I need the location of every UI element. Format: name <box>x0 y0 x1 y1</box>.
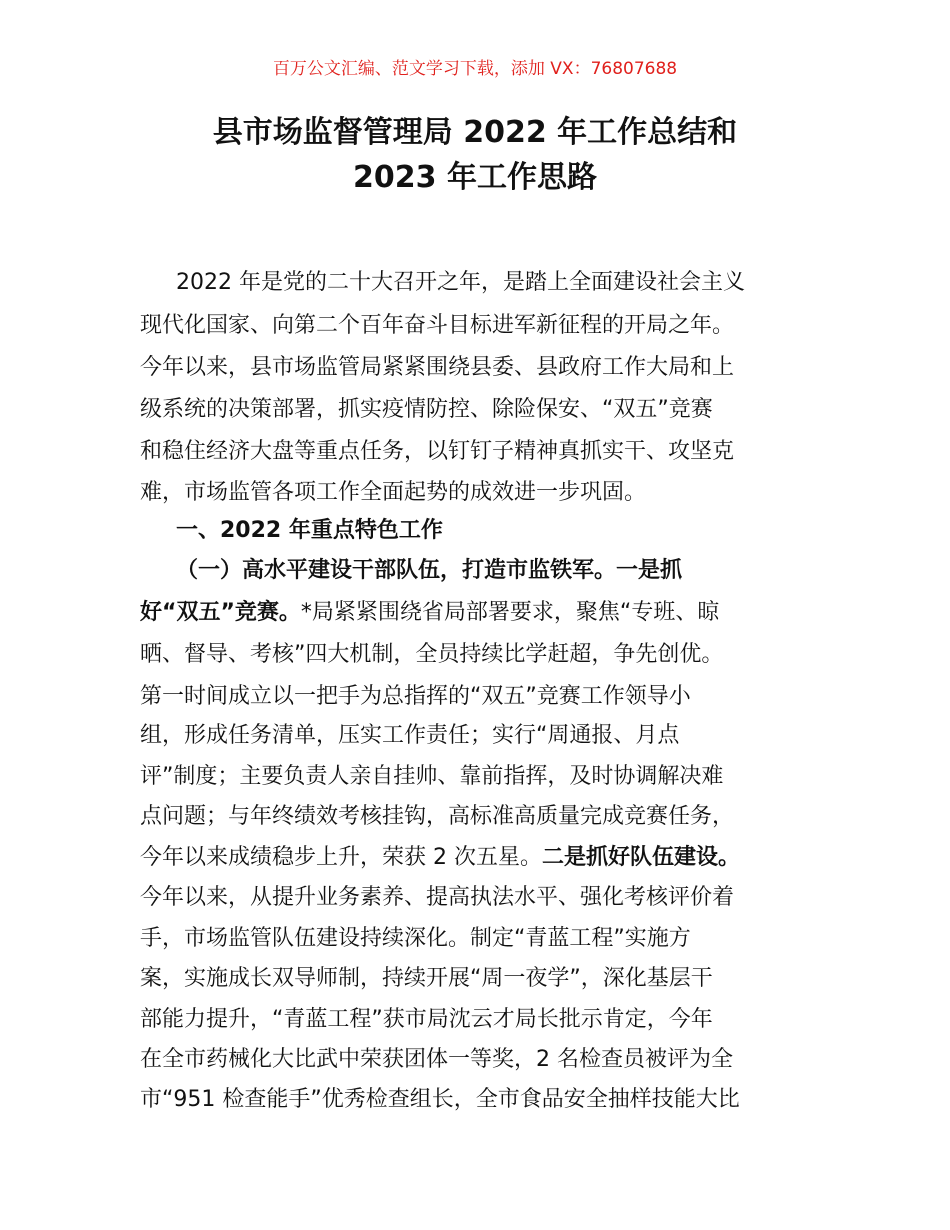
paragraph-1-line-1: 2022 年是党的二十大召开之年，是踏上全面建设社会主义 <box>176 270 745 295</box>
body-line-7-text: 今年以来成绩稳步上升，荣获 2 次五星。 <box>140 845 542 870</box>
body-line-12: 在全市药械化大比武中荣获团体一等奖，2 名检查员被评为全 <box>140 1047 733 1072</box>
body-line-13: 市“951 检查能手”优秀检查组长，全市食品安全抽样技能大比 <box>140 1087 740 1112</box>
body-line-3: 第一时间成立以一把手为总指挥的“双五”竞赛工作领导小 <box>140 684 691 709</box>
document-title-line-1: 县市场监督管理局 2022 年工作总结和 <box>212 115 738 150</box>
header-banner: 百万公文汇编、范文学习下载，添加 VX：76807688 <box>272 59 678 79</box>
document-title-line-2: 2023 年工作思路 <box>353 160 597 195</box>
inline-heading-duiwu: 二是抓好队伍建设。 <box>542 845 741 870</box>
body-line-4: 组，形成任务清单，压实工作责任；实行“周通报、月点 <box>140 723 680 748</box>
inline-heading-shuangwu: 好“双五”竞赛。 <box>140 600 301 625</box>
body-line-1 <box>140 598 719 628</box>
body-line-1-text: *局紧紧围绕省局部署要求，聚焦“专班、晾 <box>300 600 720 625</box>
body-line-2: 晒、督导、考核”四大机制，全员持续比学赶超，争先创优。 <box>140 642 724 667</box>
subsection-1-heading: （一）高水平建设干部队伍，打造市监铁军。一是抓 <box>176 558 683 583</box>
body-line-9: 手，市场监管队伍建设持续深化。制定“青蓝工程”实施方 <box>140 926 691 951</box>
paragraph-1-line-3: 今年以来，县市场监管局紧紧围绕县委、县政府工作大局和上 <box>140 355 735 380</box>
body-line-7 <box>140 843 740 873</box>
paragraph-1-line-5: 和稳住经济大盘等重点任务，以钉钉子精神真抓实干、攻坚克 <box>140 439 735 464</box>
body-line-8: 今年以来，从提升业务素养、提高执法水平、强化考核评价着 <box>140 885 735 910</box>
body-line-6: 点问题；与年终绩效考核挂钩，高标准高质量完成竞赛任务， <box>140 804 735 829</box>
section-1-heading: 一、2022 年重点特色工作 <box>176 518 443 543</box>
body-line-10: 案，实施成长双导师制，持续开展“周一夜学”，深化基层干 <box>140 966 713 991</box>
paragraph-1-line-6: 难，市场监管各项工作全面起势的成效进一步巩固。 <box>140 480 647 505</box>
paragraph-1-line-4: 级系统的决策部署，抓实疫情防控、除险保安、“双五”竞赛 <box>140 397 713 422</box>
body-line-5: 评”制度；主要负责人亲自挂帅、靠前指挥，及时协调解决难 <box>140 764 724 789</box>
paragraph-1-line-2: 现代化国家、向第二个百年奋斗目标进军新征程的开局之年。 <box>140 313 735 338</box>
body-line-11: 部能力提升，“青蓝工程”获市局沈云才局长批示肯定，今年 <box>140 1007 713 1032</box>
